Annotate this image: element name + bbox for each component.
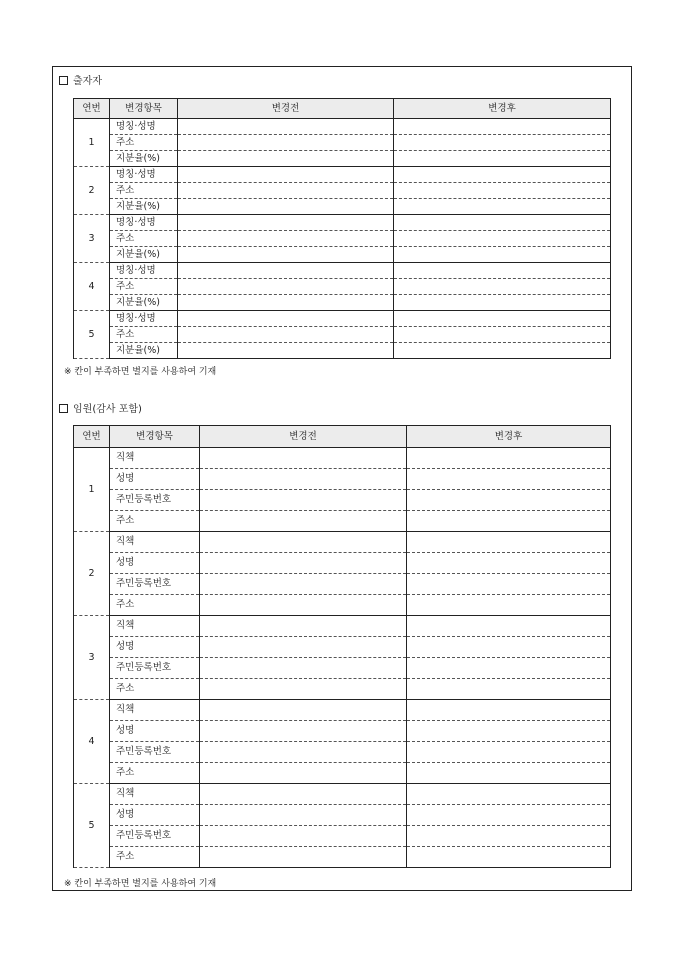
officer-row bbox=[74, 847, 611, 868]
officer-row bbox=[74, 742, 611, 763]
serial-number: 5 bbox=[74, 311, 110, 359]
after-value-cell[interactable] bbox=[407, 469, 611, 490]
after-value-cell[interactable] bbox=[407, 616, 611, 637]
before-value-cell[interactable] bbox=[200, 763, 407, 784]
field-label: 직책 bbox=[110, 616, 200, 637]
field-label: 명칭·성명 bbox=[110, 311, 178, 327]
shareholder-row bbox=[74, 231, 611, 247]
after-value-cell[interactable] bbox=[394, 247, 611, 263]
after-value-cell[interactable] bbox=[394, 279, 611, 295]
after-value-cell[interactable] bbox=[394, 343, 611, 359]
before-value-cell[interactable] bbox=[200, 532, 407, 553]
after-value-cell[interactable] bbox=[407, 763, 611, 784]
after-value-cell[interactable] bbox=[394, 263, 611, 279]
before-value-cell[interactable] bbox=[200, 679, 407, 700]
field-label: 주소 bbox=[110, 847, 200, 868]
field-label: 직책 bbox=[110, 448, 200, 469]
shareholder-row bbox=[74, 215, 611, 231]
after-value-cell[interactable] bbox=[407, 700, 611, 721]
serial-number: 3 bbox=[74, 616, 110, 700]
after-value-cell[interactable] bbox=[394, 295, 611, 311]
field-label: 주소 bbox=[110, 595, 200, 616]
field-label: 주소 bbox=[110, 183, 178, 199]
after-value-cell[interactable] bbox=[407, 826, 611, 847]
before-value-cell[interactable] bbox=[178, 215, 394, 231]
before-value-cell[interactable] bbox=[178, 135, 394, 151]
after-value-cell[interactable] bbox=[407, 742, 611, 763]
shareholder-row bbox=[74, 263, 611, 279]
field-label: 주소 bbox=[110, 763, 200, 784]
field-label: 성명 bbox=[110, 721, 200, 742]
after-value-cell[interactable] bbox=[394, 135, 611, 151]
serial-number: 5 bbox=[74, 784, 110, 868]
after-value-cell[interactable] bbox=[407, 637, 611, 658]
before-value-cell[interactable] bbox=[200, 511, 407, 532]
before-value-cell[interactable] bbox=[200, 490, 407, 511]
after-value-cell[interactable] bbox=[407, 553, 611, 574]
checkbox-icon bbox=[59, 76, 68, 85]
field-label: 명칭·성명 bbox=[110, 167, 178, 183]
before-value-cell[interactable] bbox=[200, 721, 407, 742]
before-value-cell[interactable] bbox=[200, 742, 407, 763]
field-label: 명칭·성명 bbox=[110, 119, 178, 135]
field-label: 주소 bbox=[110, 679, 200, 700]
shareholder-row bbox=[74, 199, 611, 215]
header-serial: 연번 bbox=[74, 426, 110, 448]
after-value-cell[interactable] bbox=[407, 679, 611, 700]
after-value-cell[interactable] bbox=[394, 199, 611, 215]
before-value-cell[interactable] bbox=[178, 279, 394, 295]
shareholder-table bbox=[73, 98, 611, 359]
field-label: 주민등록번호 bbox=[110, 826, 200, 847]
officer-row bbox=[74, 826, 611, 847]
field-label: 지분율(%) bbox=[110, 343, 178, 359]
after-value-cell[interactable] bbox=[407, 847, 611, 868]
after-value-cell[interactable] bbox=[407, 490, 611, 511]
officer-row bbox=[74, 805, 611, 826]
officer-row bbox=[74, 532, 611, 553]
after-value-cell[interactable] bbox=[394, 167, 611, 183]
before-value-cell[interactable] bbox=[178, 295, 394, 311]
after-value-cell[interactable] bbox=[407, 721, 611, 742]
before-value-cell[interactable] bbox=[178, 327, 394, 343]
officer-row bbox=[74, 658, 611, 679]
before-value-cell[interactable] bbox=[178, 119, 394, 135]
field-label: 지분율(%) bbox=[110, 247, 178, 263]
field-label: 직책 bbox=[110, 784, 200, 805]
after-value-cell[interactable] bbox=[394, 215, 611, 231]
before-value-cell[interactable] bbox=[178, 183, 394, 199]
before-value-cell[interactable] bbox=[200, 469, 407, 490]
header-item: 변경항목 bbox=[110, 99, 178, 119]
field-label: 주소 bbox=[110, 279, 178, 295]
officer-row bbox=[74, 469, 611, 490]
before-value-cell[interactable] bbox=[200, 448, 407, 469]
after-value-cell[interactable] bbox=[394, 311, 611, 327]
shareholder-row bbox=[74, 295, 611, 311]
officer-row bbox=[74, 574, 611, 595]
officer-row bbox=[74, 721, 611, 742]
before-value-cell[interactable] bbox=[200, 616, 407, 637]
header-before: 변경전 bbox=[200, 426, 407, 448]
shareholder-row bbox=[74, 119, 611, 135]
before-value-cell[interactable] bbox=[200, 805, 407, 826]
after-value-cell[interactable] bbox=[407, 595, 611, 616]
field-label: 성명 bbox=[110, 805, 200, 826]
field-label: 주민등록번호 bbox=[110, 742, 200, 763]
serial-number: 3 bbox=[74, 215, 110, 263]
shareholder-row bbox=[74, 167, 611, 183]
section2-title: 임원(감사 포함) bbox=[73, 404, 142, 415]
field-label: 지분율(%) bbox=[110, 151, 178, 167]
field-label: 주민등록번호 bbox=[110, 658, 200, 679]
before-value-cell[interactable] bbox=[200, 658, 407, 679]
before-value-cell[interactable] bbox=[200, 637, 407, 658]
after-value-cell[interactable] bbox=[407, 805, 611, 826]
header-serial: 연번 bbox=[74, 99, 110, 119]
shareholder-row bbox=[74, 279, 611, 295]
officer-row bbox=[74, 763, 611, 784]
before-value-cell[interactable] bbox=[178, 151, 394, 167]
after-value-cell[interactable] bbox=[407, 658, 611, 679]
after-value-cell[interactable] bbox=[407, 784, 611, 805]
field-label: 성명 bbox=[110, 637, 200, 658]
officer-row bbox=[74, 637, 611, 658]
before-value-cell[interactable] bbox=[178, 199, 394, 215]
field-label: 주소 bbox=[110, 135, 178, 151]
section1-title: 출자자 bbox=[73, 76, 102, 87]
shareholder-row bbox=[74, 135, 611, 151]
field-label: 주민등록번호 bbox=[110, 574, 200, 595]
before-value-cell[interactable] bbox=[178, 167, 394, 183]
officer-row bbox=[74, 595, 611, 616]
before-value-cell[interactable] bbox=[178, 263, 394, 279]
shareholder-row bbox=[74, 327, 611, 343]
field-label: 직책 bbox=[110, 532, 200, 553]
shareholder-row bbox=[74, 247, 611, 263]
serial-number: 2 bbox=[74, 167, 110, 215]
serial-number: 4 bbox=[74, 263, 110, 311]
field-label: 명칭·성명 bbox=[110, 263, 178, 279]
before-value-cell[interactable] bbox=[200, 826, 407, 847]
shareholder-row bbox=[74, 343, 611, 359]
after-value-cell[interactable] bbox=[394, 119, 611, 135]
header-item: 변경항목 bbox=[110, 426, 200, 448]
after-value-cell[interactable] bbox=[394, 183, 611, 199]
officer-row bbox=[74, 616, 611, 637]
header-after: 변경후 bbox=[407, 426, 611, 448]
shareholder-row bbox=[74, 311, 611, 327]
checkbox-icon bbox=[59, 404, 68, 413]
field-label: 주소 bbox=[110, 327, 178, 343]
field-label: 명칭·성명 bbox=[110, 215, 178, 231]
section1-note: ※ 칸이 부족하면 별지를 사용하여 기재 bbox=[64, 367, 217, 377]
serial-number: 4 bbox=[74, 700, 110, 784]
officer-row bbox=[74, 490, 611, 511]
after-value-cell[interactable] bbox=[407, 448, 611, 469]
field-label: 주소 bbox=[110, 231, 178, 247]
section2-note: ※ 칸이 부족하면 별지를 사용하여 기재 bbox=[64, 879, 217, 889]
before-value-cell[interactable] bbox=[200, 553, 407, 574]
officer-row bbox=[74, 679, 611, 700]
before-value-cell[interactable] bbox=[200, 700, 407, 721]
field-label: 지분율(%) bbox=[110, 295, 178, 311]
before-value-cell[interactable] bbox=[200, 574, 407, 595]
serial-number: 2 bbox=[74, 532, 110, 616]
section1-heading bbox=[59, 76, 102, 88]
before-value-cell[interactable] bbox=[200, 847, 407, 868]
shareholder-row bbox=[74, 151, 611, 167]
shareholder-row bbox=[74, 183, 611, 199]
before-value-cell[interactable] bbox=[178, 231, 394, 247]
section2-heading bbox=[59, 404, 142, 416]
before-value-cell[interactable] bbox=[200, 784, 407, 805]
after-value-cell[interactable] bbox=[394, 231, 611, 247]
field-label: 성명 bbox=[110, 469, 200, 490]
officer-row bbox=[74, 448, 611, 469]
field-label: 주소 bbox=[110, 511, 200, 532]
before-value-cell[interactable] bbox=[178, 247, 394, 263]
officer-table bbox=[73, 425, 611, 868]
field-label: 성명 bbox=[110, 553, 200, 574]
serial-number: 1 bbox=[74, 119, 110, 167]
field-label: 주민등록번호 bbox=[110, 490, 200, 511]
after-value-cell[interactable] bbox=[394, 327, 611, 343]
officer-row bbox=[74, 700, 611, 721]
after-value-cell[interactable] bbox=[407, 511, 611, 532]
after-value-cell[interactable] bbox=[407, 574, 611, 595]
header-before: 변경전 bbox=[178, 99, 394, 119]
officer-row bbox=[74, 511, 611, 532]
header-after: 변경후 bbox=[394, 99, 611, 119]
before-value-cell[interactable] bbox=[200, 595, 407, 616]
after-value-cell[interactable] bbox=[407, 532, 611, 553]
officer-row bbox=[74, 784, 611, 805]
before-value-cell[interactable] bbox=[178, 311, 394, 327]
field-label: 지분율(%) bbox=[110, 199, 178, 215]
after-value-cell[interactable] bbox=[394, 151, 611, 167]
field-label: 직책 bbox=[110, 700, 200, 721]
serial-number: 1 bbox=[74, 448, 110, 532]
before-value-cell[interactable] bbox=[178, 343, 394, 359]
officer-row bbox=[74, 553, 611, 574]
